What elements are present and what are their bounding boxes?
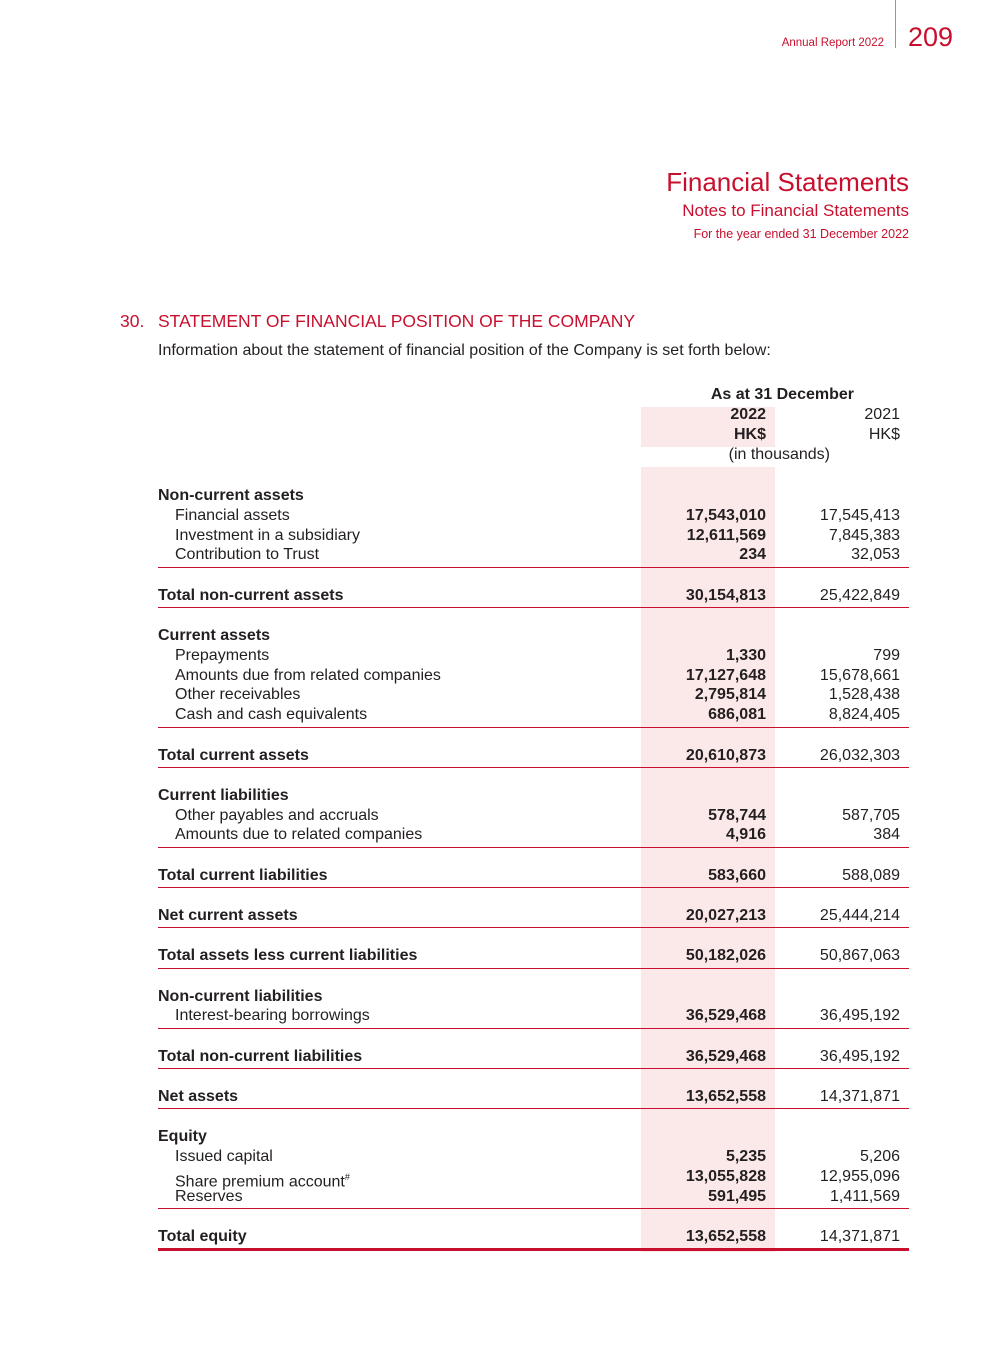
value-2022: 2,795,814 — [694, 686, 766, 703]
row-label: Interest-bearing borrowings — [175, 1007, 370, 1024]
value-2021: 26,032,303 — [819, 747, 900, 764]
report-title: Annual Report 2022 — [781, 37, 884, 49]
value-2021: 36,495,192 — [819, 1048, 900, 1065]
row-label: Prepayments — [175, 647, 270, 664]
row-label: Net assets — [158, 1088, 239, 1105]
row-divider — [158, 968, 909, 969]
section-heading — [120, 311, 635, 332]
value-2022: 17,127,648 — [685, 667, 766, 684]
value-2021: 12,955,096 — [819, 1168, 900, 1185]
row-label: Equity — [158, 1128, 207, 1145]
table-row — [158, 666, 909, 686]
section-intro: Information about the statement of financial position of the Company is set forth below: — [158, 342, 771, 359]
value-2022: 20,027,213 — [685, 907, 766, 924]
row-divider — [158, 567, 909, 568]
value-2021: 1,411,569 — [830, 1188, 900, 1205]
row-label: Non-current assets — [158, 487, 304, 504]
table-row — [158, 685, 909, 705]
table-row — [158, 545, 909, 565]
value-2021: 588,089 — [842, 867, 900, 884]
table-row — [158, 526, 909, 546]
row-divider — [158, 727, 909, 728]
value-2021: 1,528,438 — [828, 686, 900, 703]
table-row — [158, 486, 909, 506]
value-2021: 14,371,871 — [819, 1088, 900, 1105]
value-2022: 5,235 — [725, 1148, 766, 1165]
row-label: Investment in a subsidiary — [175, 527, 360, 544]
value-2022: 578,744 — [708, 807, 766, 824]
table-row — [158, 987, 909, 1007]
page-title: Financial Statements — [666, 167, 909, 197]
title-block — [666, 166, 909, 245]
value-2022: 13,652,558 — [685, 1088, 766, 1105]
column-year-2021: 2021 — [864, 406, 900, 423]
value-2021: 5,206 — [859, 1148, 900, 1165]
value-2021: 8,824,405 — [828, 706, 900, 723]
value-2022: 20,610,873 — [685, 747, 766, 764]
row-label: Net current assets — [158, 907, 298, 924]
value-2021: 36,495,192 — [819, 1007, 900, 1024]
header-divider — [895, 0, 896, 48]
value-2022: 17,543,010 — [685, 507, 766, 524]
value-2022: 12,611,569 — [686, 527, 766, 544]
unit-label: (in thousands) — [728, 446, 830, 463]
value-2022: 36,529,468 — [685, 1007, 766, 1024]
row-label: Current assets — [158, 627, 271, 644]
value-2021: 384 — [873, 826, 900, 843]
table-row — [158, 506, 909, 526]
row-label: Total current liabilities — [158, 867, 328, 884]
row-divider — [158, 607, 909, 608]
row-label: Other receivables — [175, 686, 301, 703]
table-row-total — [158, 586, 909, 606]
value-2021: 14,371,871 — [819, 1228, 900, 1245]
value-2021: 25,422,849 — [819, 587, 900, 604]
value-2021: 799 — [873, 647, 900, 664]
row-divider — [158, 887, 909, 888]
row-divider — [158, 1068, 909, 1069]
table-row — [158, 1187, 909, 1207]
table-row-total — [158, 946, 909, 966]
value-2021: 50,867,063 — [819, 947, 900, 964]
row-label: Total current assets — [158, 747, 309, 764]
table-bottom-rule — [158, 1248, 909, 1251]
table-row — [158, 626, 909, 646]
value-2022: 13,055,828 — [685, 1168, 766, 1185]
value-2021: 587,705 — [842, 807, 900, 824]
value-2022: 1,330 — [725, 647, 766, 664]
currency-2022: HK$ — [733, 426, 766, 443]
row-label: Other payables and accruals — [175, 807, 379, 824]
row-label: Cash and cash equivalents — [175, 706, 368, 723]
row-divider — [158, 767, 909, 768]
period-text: For the year ended 31 December 2022 — [693, 227, 909, 241]
table-row — [158, 1006, 909, 1026]
table-row — [158, 786, 909, 806]
row-label: Issued capital — [175, 1148, 273, 1165]
table-row — [158, 1167, 909, 1191]
table-row — [158, 705, 909, 725]
table-row-total — [158, 746, 909, 766]
value-2021: 7,845,383 — [828, 527, 900, 544]
value-2022: 583,660 — [708, 867, 766, 884]
value-2022: 30,154,813 — [685, 587, 766, 604]
currency-2021: HK$ — [868, 426, 900, 443]
value-2021: 17,545,413 — [819, 507, 900, 524]
section-number: 30. — [120, 311, 145, 331]
table-row-total — [158, 866, 909, 886]
row-label: Non-current liabilities — [158, 988, 323, 1005]
row-divider — [158, 1028, 909, 1029]
footnote-mark: # — [344, 1172, 350, 1182]
row-label-text: Share premium account — [175, 1173, 345, 1191]
row-label: Current liabilities — [158, 787, 289, 804]
table-row — [158, 825, 909, 845]
row-divider — [158, 1208, 909, 1209]
value-2022: 591,495 — [708, 1188, 766, 1205]
row-label: Financial assets — [175, 507, 290, 524]
row-label: Amounts due to related companies — [175, 826, 423, 843]
value-2022: 686,081 — [708, 706, 766, 723]
value-2021: 15,678,661 — [819, 667, 900, 684]
value-2022: 36,529,468 — [685, 1048, 766, 1065]
column-year-2022: 2022 — [730, 406, 766, 423]
row-label: Reserves — [175, 1188, 243, 1205]
table-row — [158, 1147, 909, 1167]
column-group-header: As at 31 December — [710, 386, 854, 403]
value-2021: 25,444,214 — [819, 907, 900, 924]
row-label: Amounts due from related companies — [175, 667, 441, 684]
row-label: Total assets less current liabilities — [158, 947, 418, 964]
value-2022: 13,652,558 — [685, 1228, 766, 1245]
table-row — [158, 806, 909, 826]
table-row-total — [158, 1047, 909, 1067]
row-label: Total non-current assets — [158, 587, 344, 604]
value-2022: 234 — [739, 546, 766, 563]
row-label: Contribution to Trust — [175, 546, 320, 563]
table-row-total — [158, 1227, 909, 1247]
table-row-total — [158, 1087, 909, 1107]
table-row — [158, 646, 909, 666]
value-2022: 4,916 — [725, 826, 766, 843]
row-label: Total non-current liabilities — [158, 1048, 363, 1065]
row-divider — [158, 847, 909, 848]
value-2022: 50,182,026 — [685, 947, 766, 964]
section-title: STATEMENT OF FINANCIAL POSITION OF THE COMPANY — [158, 311, 636, 331]
value-2021: 32,053 — [851, 546, 900, 563]
page-subtitle: Notes to Financial Statements — [682, 201, 909, 220]
row-label: Total equity — [158, 1228, 247, 1245]
row-divider — [158, 1108, 909, 1109]
table-row-total — [158, 906, 909, 926]
page-number: 209 — [908, 22, 954, 52]
row-divider — [158, 927, 909, 928]
table-row — [158, 1127, 909, 1147]
